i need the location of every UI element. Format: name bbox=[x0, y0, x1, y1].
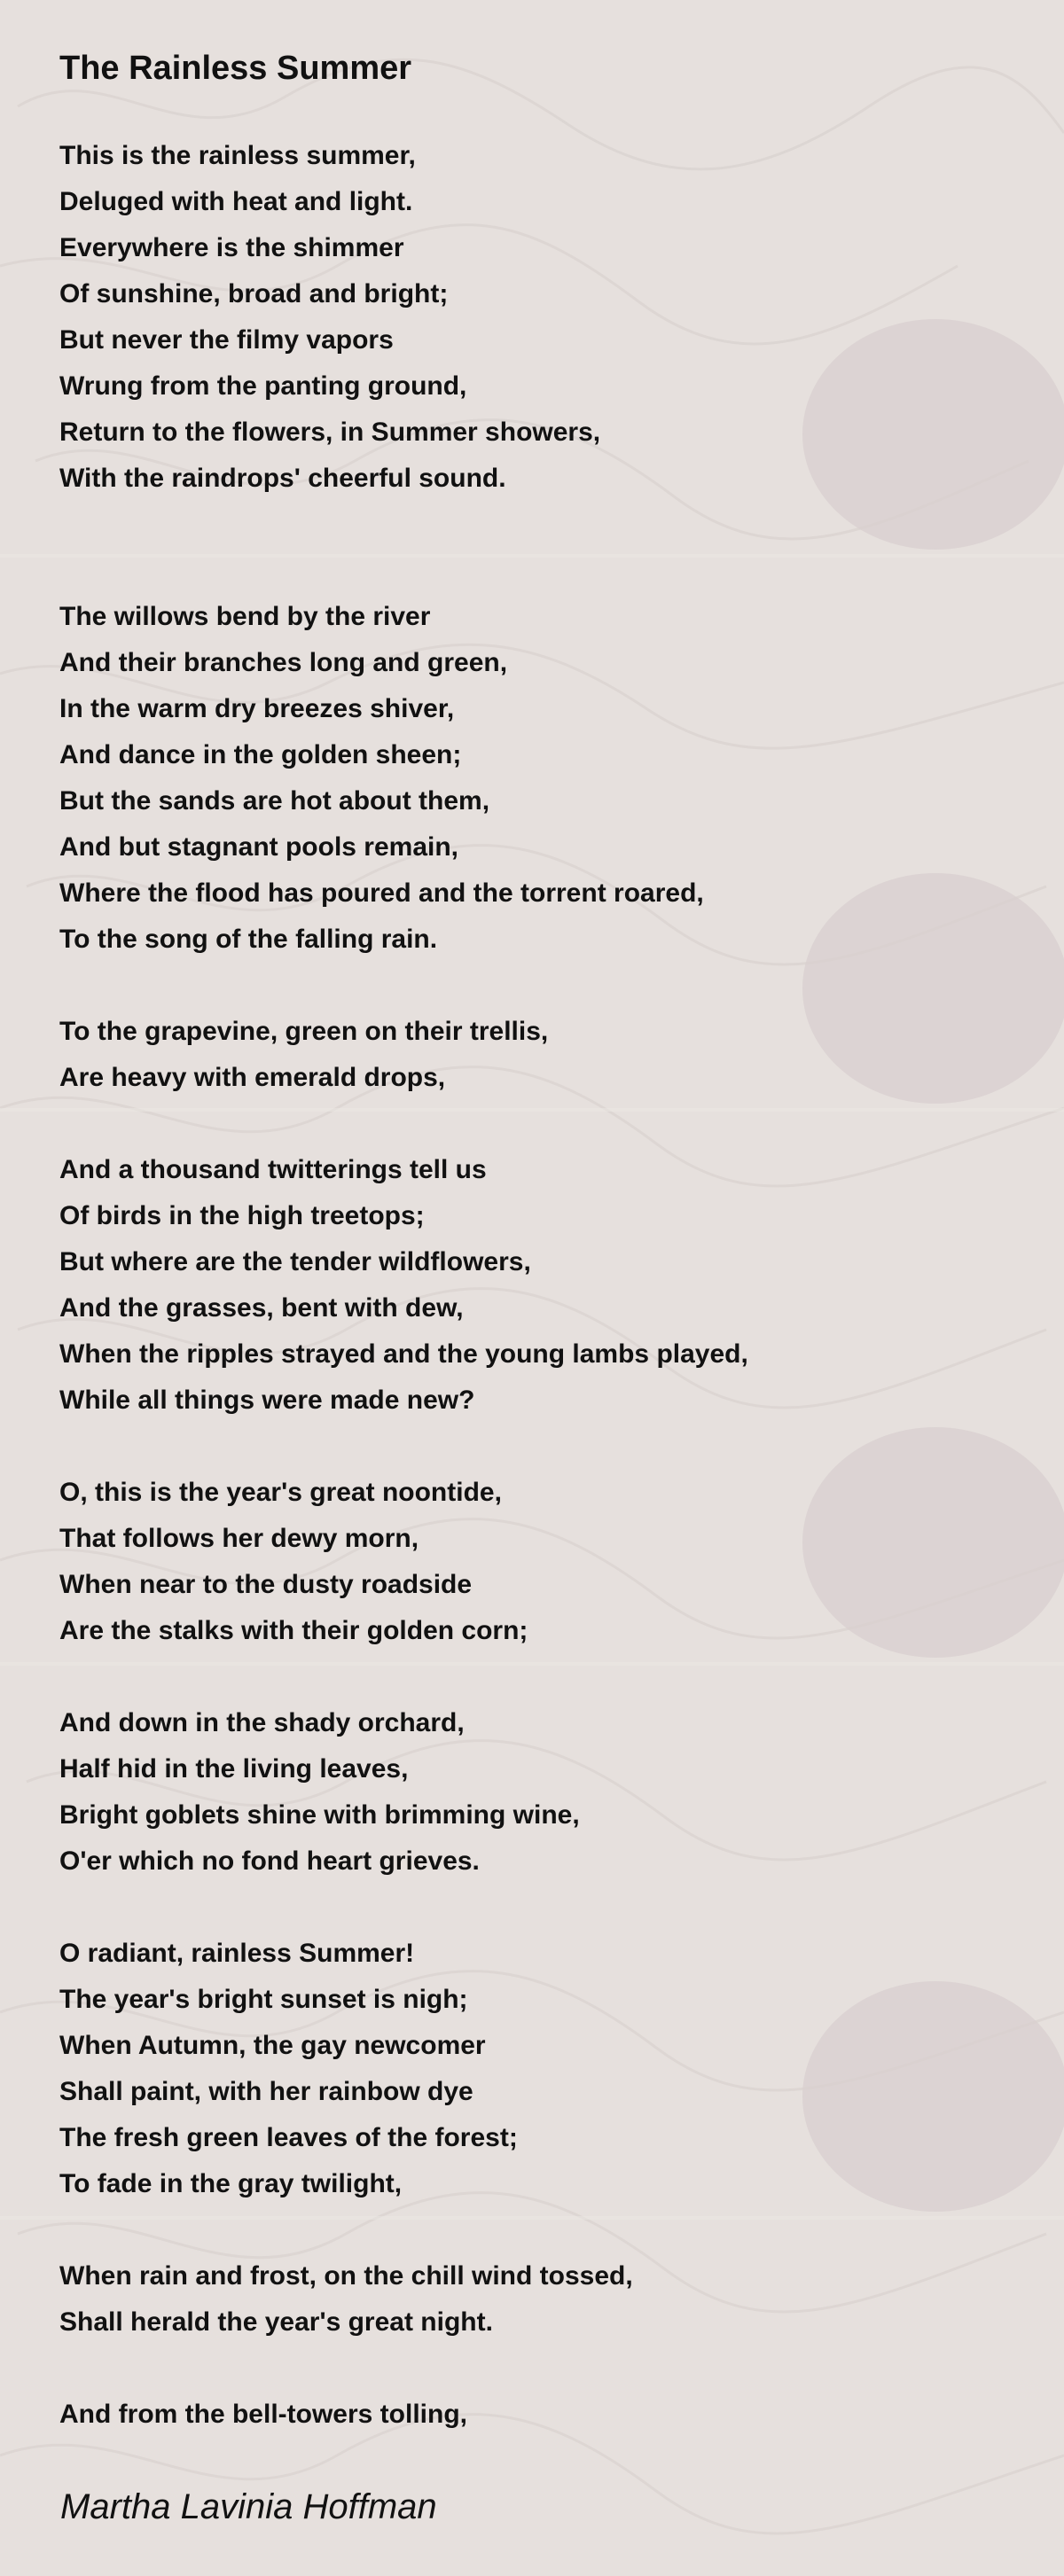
poem-line: The fresh green leaves of the forest; bbox=[59, 2123, 518, 2152]
poem-line: And dance in the golden sheen; bbox=[59, 740, 462, 769]
poem-line: O, this is the year's great noontide, bbox=[59, 1478, 502, 1507]
poem-line: The year's bright sunset is nigh; bbox=[59, 1985, 468, 2014]
poem-line: Are the stalks with their golden corn; bbox=[59, 1616, 528, 1645]
poem-line: Shall paint, with her rainbow dye bbox=[59, 2077, 473, 2106]
stanza-6 bbox=[59, 1700, 999, 1885]
stanza-1 bbox=[59, 133, 999, 502]
stanza-5 bbox=[59, 1470, 999, 1654]
poem-line: In the warm dry breezes shiver, bbox=[59, 694, 455, 723]
poem-line: To the grapevine, green on their trellis, bbox=[59, 1017, 549, 1046]
poem-line: When near to the dusty roadside bbox=[59, 1570, 473, 1599]
poem-line: Of birds in the high treetops; bbox=[59, 1201, 425, 1230]
poem-line: Of sunshine, broad and bright; bbox=[59, 279, 449, 308]
poem-body bbox=[59, 133, 999, 2484]
poem-line: To fade in the gray twilight, bbox=[59, 2169, 403, 2198]
poem-line: But where are the tender wildflowers, bbox=[59, 1247, 531, 1276]
poem-line: With the raindrops' cheerful sound. bbox=[59, 464, 506, 493]
stanza-4 bbox=[59, 1147, 999, 1424]
poem-line: The willows bend by the river bbox=[59, 602, 431, 631]
poem-line: When rain and frost, on the chill wind tossed, bbox=[59, 2261, 633, 2291]
poem-line: Are heavy with emerald drops, bbox=[59, 1063, 446, 1092]
stanza-9 bbox=[59, 2392, 999, 2438]
poem-line: Shall herald the year's great night. bbox=[59, 2307, 493, 2337]
poem-line: And from the bell-towers tolling, bbox=[59, 2400, 467, 2429]
poem-line: Half hid in the living leaves, bbox=[59, 1754, 409, 1784]
poem-line: And down in the shady orchard, bbox=[59, 1708, 465, 1737]
poem-line: And the grasses, bent with dew, bbox=[59, 1293, 464, 1323]
poem-line: But the sands are hot about them, bbox=[59, 786, 490, 816]
poem-line: Return to the flowers, in Summer showers, bbox=[59, 418, 601, 447]
poem-line: O radiant, rainless Summer! bbox=[59, 1939, 415, 1968]
poem-line: Bright goblets shine with brimming wine, bbox=[59, 1800, 580, 1830]
poem-line: That follows her dewy morn, bbox=[59, 1524, 419, 1553]
stanza-3 bbox=[59, 1009, 999, 1101]
poem-line: O'er which no fond heart grieves. bbox=[59, 1846, 480, 1876]
poem-line: To the song of the falling rain. bbox=[59, 925, 438, 954]
poem-line: When the ripples strayed and the young lambs played, bbox=[59, 1339, 748, 1369]
poem-line: And but stagnant pools remain, bbox=[59, 832, 459, 862]
stanza-7 bbox=[59, 1931, 999, 2207]
poem-author: Martha Lavinia Hoffman bbox=[60, 2487, 437, 2526]
poem-line: Where the flood has poured and the torrent roared, bbox=[59, 878, 704, 908]
poem-line: But never the filmy vapors bbox=[59, 325, 394, 355]
poem-line: This is the rainless summer, bbox=[59, 141, 416, 170]
stanza-8 bbox=[59, 2253, 999, 2346]
poem-line: Deluged with heat and light. bbox=[59, 187, 413, 216]
poem-line: And their branches long and green, bbox=[59, 648, 508, 677]
poem-line: While all things were made new? bbox=[59, 1386, 475, 1415]
stanza-2 bbox=[59, 594, 999, 963]
poem-line: When Autumn, the gay newcomer bbox=[59, 2031, 486, 2060]
poem-line: Wrung from the panting ground, bbox=[59, 371, 467, 401]
poem-line: And a thousand twitterings tell us bbox=[59, 1155, 487, 1184]
poem-title: The Rainless Summer bbox=[59, 50, 412, 87]
poem-line: Everywhere is the shimmer bbox=[59, 233, 404, 262]
